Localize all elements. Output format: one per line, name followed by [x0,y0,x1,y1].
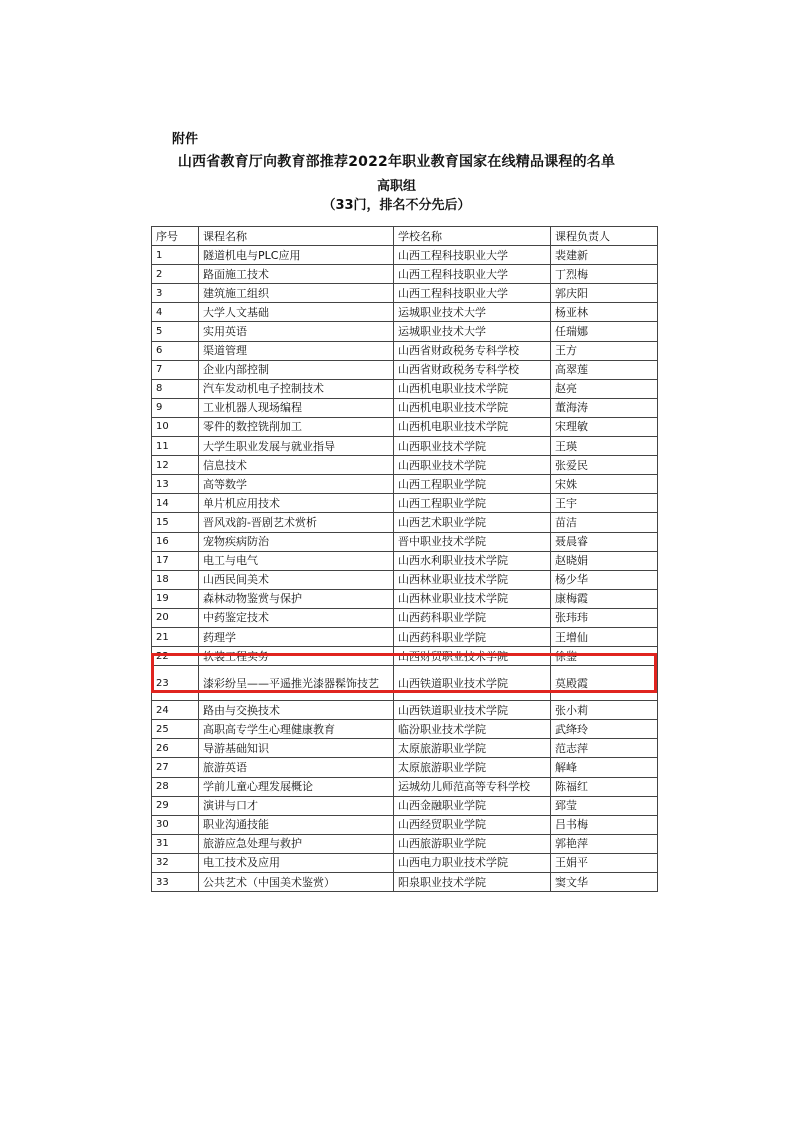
table-cell-leader: 莫殿霞 [551,666,658,701]
table-cell-index: 25 [152,720,199,739]
table-cell-course: 导游基础知识 [199,739,394,758]
table-cell-school: 山西旅游职业学院 [394,834,551,853]
table-cell-index: 17 [152,551,199,570]
table-cell-course: 软装工程实务 [199,647,394,666]
table-row [152,796,658,815]
table-cell-leader: 裴建新 [551,246,658,265]
table-cell-index: 12 [152,456,199,475]
table-cell-school: 山西艺术职业学院 [394,513,551,532]
table-cell-school: 太原旅游职业学院 [394,739,551,758]
table-cell-course: 演讲与口才 [199,796,394,815]
table-cell-index: 27 [152,758,199,777]
table-cell-leader: 郭艳萍 [551,834,658,853]
table-cell-leader: 张玮玮 [551,608,658,627]
table-row [152,834,658,853]
table-cell-school: 山西林业职业技术学院 [394,589,551,608]
table-cell-school: 山西工程职业学院 [394,494,551,513]
table-cell-index: 9 [152,398,199,417]
table-cell-leader: 赵亮 [551,379,658,398]
table-cell-course: 电工技术及应用 [199,853,394,872]
table-cell-index: 29 [152,796,199,815]
table-cell-school: 阳泉职业技术学院 [394,873,551,892]
table-row [152,777,658,796]
table-row [152,570,658,589]
table-cell-school: 山西药科职业学院 [394,608,551,627]
table-cell-index: 21 [152,627,199,646]
table-cell-leader: 王增仙 [551,627,658,646]
table-cell-course: 晋风戏韵-晋剧艺术赏析 [199,513,394,532]
table-cell-leader: 赵晓娟 [551,551,658,570]
table-cell-course: 旅游英语 [199,758,394,777]
table-cell-leader: 康梅霞 [551,589,658,608]
table-cell-index: 7 [152,360,199,379]
table-row [152,873,658,892]
attachment-label: 附件 [172,132,199,147]
table-cell-school: 山西水利职业技术学院 [394,551,551,570]
table-cell-index: 8 [152,379,199,398]
table-cell-course: 高职高专学生心理健康教育 [199,720,394,739]
table-cell-school: 山西机电职业技术学院 [394,398,551,417]
table-cell-index: 22 [152,647,199,666]
table-row [152,379,658,398]
table-row [152,475,658,494]
table-cell-school: 晋中职业技术学院 [394,532,551,551]
table-cell-index: 28 [152,777,199,796]
table-cell-school: 运城职业技术大学 [394,322,551,341]
table-cell-course: 高等数学 [199,475,394,494]
table-cell-leader: 宋理敏 [551,417,658,436]
table-cell-leader: 苗洁 [551,513,658,532]
table-cell-course: 隧道机电与PLC应用 [199,246,394,265]
table-row [152,265,658,284]
table-cell-school: 山西机电职业技术学院 [394,417,551,436]
column-header-index: 序号 [152,227,199,246]
table-cell-school: 山西省财政税务专科学校 [394,360,551,379]
table-cell-leader: 武绛玲 [551,720,658,739]
table-cell-course: 宠物疾病防治 [199,532,394,551]
table-cell-course: 信息技术 [199,456,394,475]
table-cell-leader: 杨少华 [551,570,658,589]
table-row [152,341,658,360]
table-row [152,494,658,513]
table-cell-leader: 杨亚林 [551,303,658,322]
table-row [152,513,658,532]
table-cell-course: 工业机器人现场编程 [199,398,394,417]
table-row [152,398,658,417]
table-cell-index: 26 [152,739,199,758]
table-cell-course: 大学生职业发展与就业指导 [199,437,394,456]
table-row [152,815,658,834]
document-subtitle: 高职组 [376,179,416,194]
table-row [152,437,658,456]
table-row [152,417,658,436]
table-cell-school: 太原旅游职业学院 [394,758,551,777]
table-cell-leader: 陈福红 [551,777,658,796]
table-cell-leader: 窦文华 [551,873,658,892]
table-cell-index: 3 [152,284,199,303]
table-cell-index: 20 [152,608,199,627]
table-cell-course: 大学人文基础 [199,303,394,322]
table-cell-school: 山西电力职业技术学院 [394,853,551,872]
table-cell-course: 路由与交换技术 [199,701,394,720]
table-cell-index: 15 [152,513,199,532]
table-cell-index: 11 [152,437,199,456]
table-row [152,739,658,758]
table-cell-course: 山西民间美术 [199,570,394,589]
table-cell-course: 建筑施工组织 [199,284,394,303]
table-cell-leader: 王娟平 [551,853,658,872]
table-cell-leader: 解峰 [551,758,658,777]
table-cell-index: 32 [152,853,199,872]
table-cell-leader: 郅莹 [551,796,658,815]
table-cell-index: 4 [152,303,199,322]
table-cell-school: 山西工程科技职业大学 [394,246,551,265]
table-row [152,532,658,551]
table-row [152,456,658,475]
table-cell-course: 学前儿童心理发展概论 [199,777,394,796]
table-cell-index: 24 [152,701,199,720]
table-cell-leader: 王方 [551,341,658,360]
table-row [152,647,658,666]
table-body [152,246,658,892]
table-cell-index: 1 [152,246,199,265]
column-header-school: 学校名称 [394,227,551,246]
table-cell-course: 中药鉴定技术 [199,608,394,627]
table-cell-leader: 王瑛 [551,437,658,456]
table-cell-course: 路面施工技术 [199,265,394,284]
table-cell-course: 单片机应用技术 [199,494,394,513]
table-cell-course: 森林动物鉴赏与保护 [199,589,394,608]
table-cell-index: 14 [152,494,199,513]
table-row [152,666,658,701]
table-cell-index: 19 [152,589,199,608]
table-cell-index: 10 [152,417,199,436]
table-cell-course: 职业沟通技能 [199,815,394,834]
table-cell-school: 山西机电职业技术学院 [394,379,551,398]
table-cell-leader: 高翠莲 [551,360,658,379]
table-cell-school: 山西铁道职业技术学院 [394,701,551,720]
table-header-row [152,227,658,246]
table-cell-course: 药理学 [199,627,394,646]
table-cell-leader: 范志萍 [551,739,658,758]
table-cell-index: 30 [152,815,199,834]
table-cell-school: 山西林业职业技术学院 [394,570,551,589]
table-cell-course: 漆彩纷呈——平遥推光漆器髹饰技艺 [199,666,394,701]
table-cell-leader: 郭庆阳 [551,284,658,303]
table-row [152,589,658,608]
table-row [152,608,658,627]
table-cell-index: 5 [152,322,199,341]
table-cell-course: 旅游应急处理与救护 [199,834,394,853]
table-cell-course: 实用英语 [199,322,394,341]
table-cell-course: 电工与电气 [199,551,394,570]
table-cell-school: 山西经贸职业学院 [394,815,551,834]
table-cell-school: 山西财贸职业技术学院 [394,647,551,666]
table-row [152,322,658,341]
table-cell-leader: 董海涛 [551,398,658,417]
table-cell-leader: 吕书梅 [551,815,658,834]
table-cell-index: 6 [152,341,199,360]
table-cell-school: 山西职业技术学院 [394,456,551,475]
table-cell-school: 山西职业技术学院 [394,437,551,456]
table-cell-index: 31 [152,834,199,853]
table-cell-school: 运城职业技术大学 [394,303,551,322]
table-row [152,853,658,872]
table-cell-index: 23 [152,666,199,701]
table-row [152,720,658,739]
table-cell-index: 13 [152,475,199,494]
table-cell-school: 山西工程科技职业大学 [394,265,551,284]
table-cell-leader: 聂晨睿 [551,532,658,551]
table-cell-school: 运城幼儿师范高等专科学校 [394,777,551,796]
table-cell-course: 汽车发动机电子控制技术 [199,379,394,398]
table-cell-leader: 王宇 [551,494,658,513]
column-header-course: 课程名称 [199,227,394,246]
table-cell-course: 渠道管理 [199,341,394,360]
table-cell-leader: 丁烈梅 [551,265,658,284]
table-row [152,246,658,265]
table-cell-index: 16 [152,532,199,551]
table-cell-leader: 徐鉴 [551,647,658,666]
document-title: 山西省教育厅向教育部推荐2022年职业教育国家在线精品课程的名单 [177,154,616,170]
table-cell-school: 临汾职业技术学院 [394,720,551,739]
table-row [152,284,658,303]
table-cell-index: 2 [152,265,199,284]
course-table [151,226,658,892]
table-cell-leader: 张小莉 [551,701,658,720]
table-cell-school: 山西工程职业学院 [394,475,551,494]
table-row [152,627,658,646]
table-cell-leader: 宋姝 [551,475,658,494]
table-cell-leader: 任瑞娜 [551,322,658,341]
table-row [152,360,658,379]
table-row [152,303,658,322]
table-cell-course: 零件的数控铣削加工 [199,417,394,436]
table-cell-school: 山西铁道职业技术学院 [394,666,551,701]
document-note: （33门，排名不分先后） [322,198,471,213]
table-cell-school: 山西金融职业学院 [394,796,551,815]
table-cell-index: 18 [152,570,199,589]
table-cell-course: 公共艺术（中国美术鉴赏） [199,873,394,892]
column-header-leader: 课程负责人 [551,227,658,246]
table-cell-school: 山西省财政税务专科学校 [394,341,551,360]
table-row [152,701,658,720]
table-cell-leader: 张爱民 [551,456,658,475]
table-cell-school: 山西工程科技职业大学 [394,284,551,303]
table-row [152,758,658,777]
table-cell-school: 山西药科职业学院 [394,627,551,646]
table-row [152,551,658,570]
table-cell-course: 企业内部控制 [199,360,394,379]
table-cell-index: 33 [152,873,199,892]
